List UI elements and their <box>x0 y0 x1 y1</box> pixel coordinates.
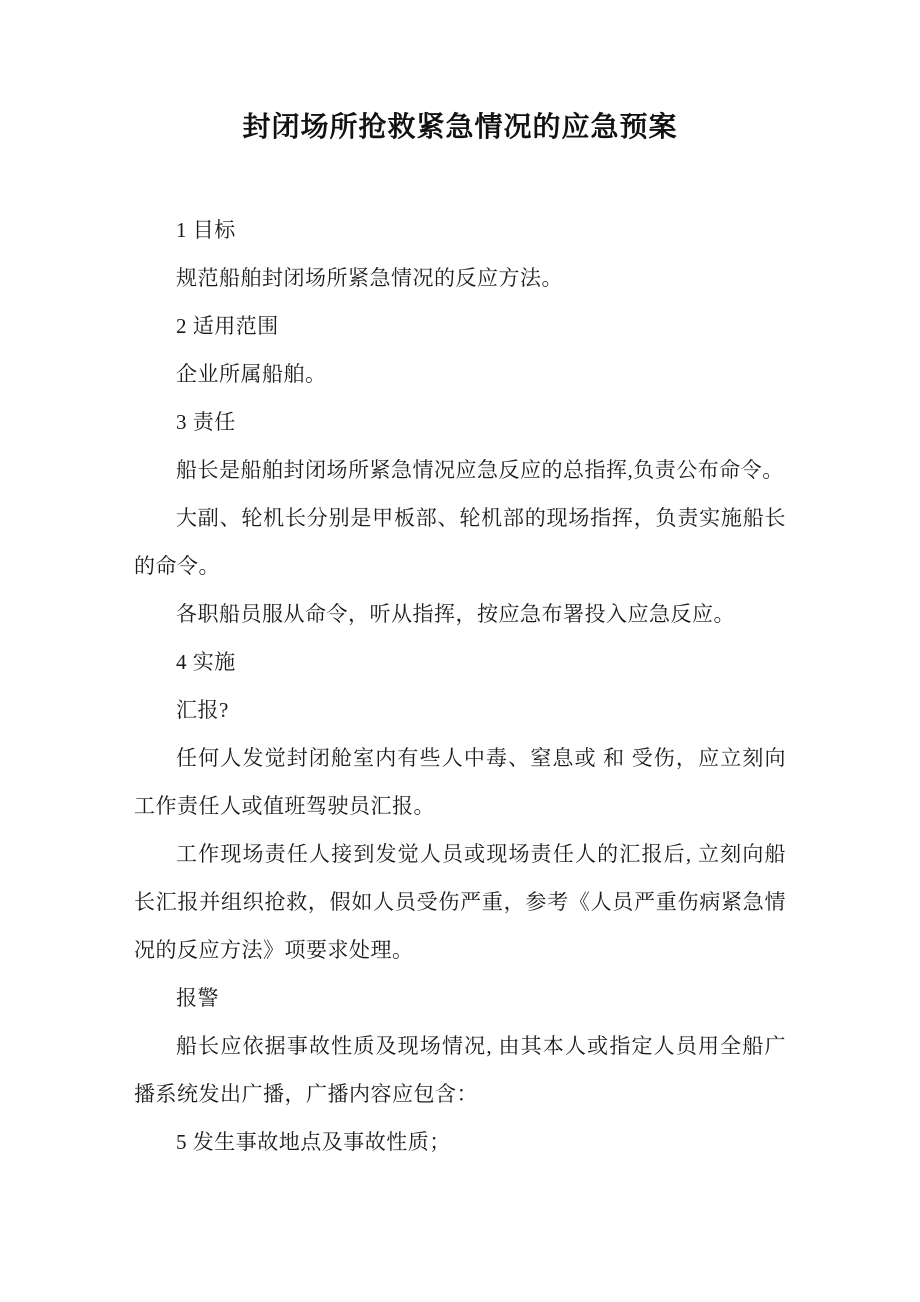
doc-paragraph: 4 实施 <box>176 650 236 674</box>
doc-paragraph: 1 目标 <box>176 218 236 242</box>
doc-paragraph: 3 责任 <box>176 410 236 434</box>
doc-paragraph: 汇报? <box>176 698 229 722</box>
doc-paragraph: 任何人发觉封闭舱室内有些人中毒、窒息或 和 受伤，应立刻向工作责任人或值班驾驶员汇报。 <box>134 746 786 818</box>
doc-paragraph: 大副、轮机长分别是甲板部、轮机部的现场指挥，负责实施船长的命令。 <box>134 506 786 578</box>
doc-paragraph: 船长应依据事故性质及现场情况, 由其本人或指定人员用全船广播系统发出广播，广播内容应包含： <box>134 1034 786 1106</box>
document-title: 封闭场所抢救紧急情况的应急预案 <box>242 112 678 143</box>
doc-paragraph: 5 发生事故地点及事故性质； <box>176 1130 451 1154</box>
doc-paragraph: 船长是船舶封闭场所紧急情况应急反应的总指挥,负责公布命令。 <box>176 458 784 482</box>
doc-paragraph: 企业所属船舶。 <box>176 362 327 386</box>
doc-paragraph: 规范船舶封闭场所紧急情况的反应方法。 <box>176 266 563 290</box>
doc-paragraph: 工作现场责任人接到发觉人员或现场责任人的汇报后, 立刻向船长汇报并组织抢救，假如人员受伤严重，参考《人员严重伤病紧急情况的反应方法》项要求处理。 <box>134 842 786 962</box>
doc-paragraph: 各职船员服从命令，听从指挥，按应急布署投入应急反应。 <box>176 602 735 626</box>
doc-paragraph: 报警 <box>176 986 219 1010</box>
doc-paragraph: 2 适用范围 <box>176 314 279 338</box>
document-body <box>134 206 786 1166</box>
